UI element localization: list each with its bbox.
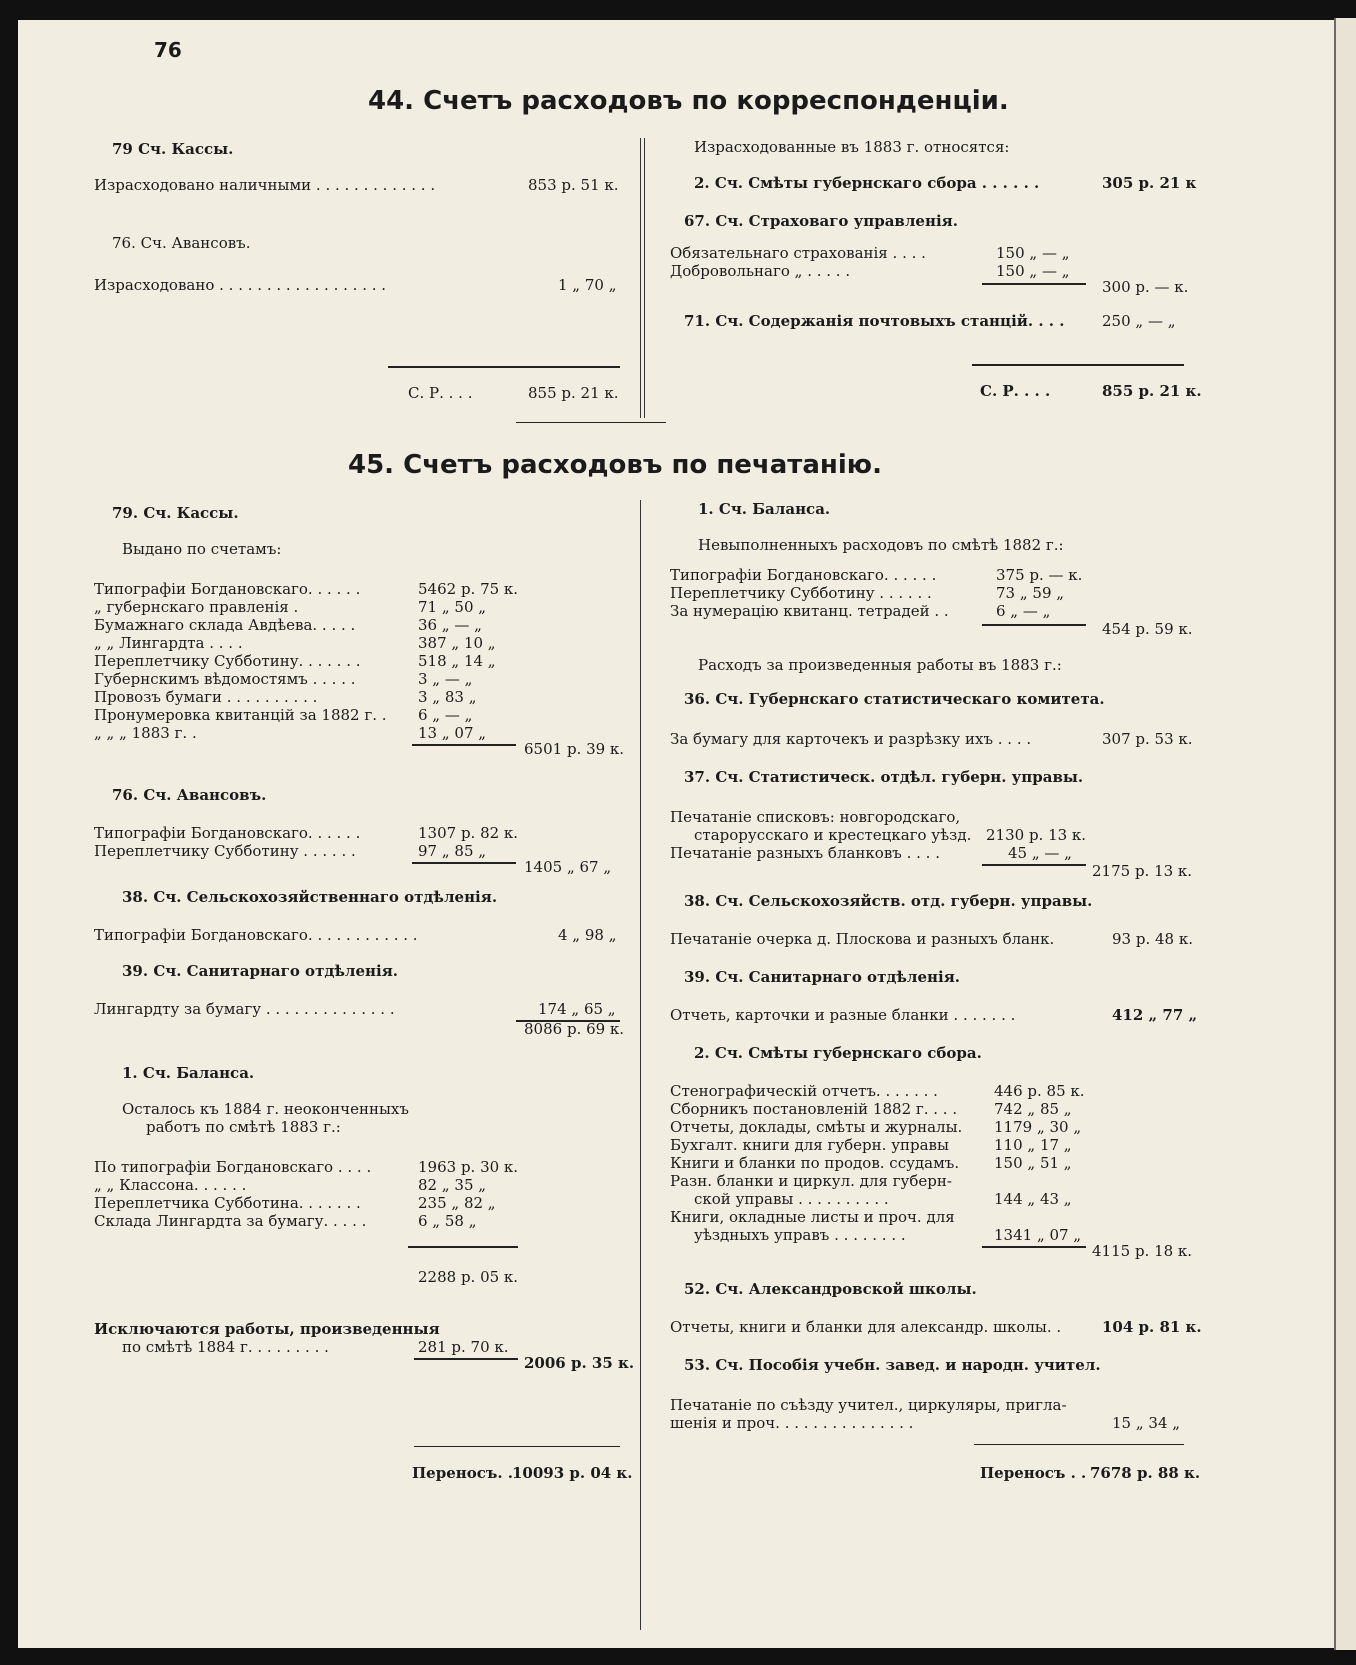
s45-right-works-subheading: Расходъ за произведенныя работы въ 1883 г.:: [698, 656, 1062, 674]
section-44-title: 44. Счетъ расходовъ по корреспонденціи.: [368, 86, 1009, 116]
s45-left-kassy-row-value: 387 „ 10 „: [418, 634, 496, 652]
s45-right-gub-sbor-row: Книги, окладные листы и проч. для: [670, 1208, 955, 1226]
s45-right-stat-committee-value: 307 р. 53 к.: [1102, 730, 1193, 748]
s45-right-stat-dept-row-2-value: 45 „ — „: [1008, 844, 1072, 862]
s44-left-heading-1: 79 Сч. Кассы.: [112, 140, 234, 158]
s45-left-kassy-total: 6501 р. 39 к.: [524, 740, 625, 758]
s45-left-excluded-1: Исключаются работы, произведенныя: [94, 1320, 440, 1338]
s45-right-gub-sbor-row: уѣздныхъ управъ . . . . . . . .: [694, 1226, 906, 1244]
s45-left-balance-row-value: 6 „ 58 „: [418, 1212, 477, 1230]
s45-right-agri-row: Печатаніе очерка д. Плоскова и разныхъ бланк.: [670, 930, 1055, 948]
s45-right-gub-sbor-heading: 2. Сч. Смѣты губернскаго сбора.: [694, 1044, 982, 1062]
page-edge: [1334, 18, 1356, 1650]
s45-right-gub-sbor-row: Стенографическій отчетъ. . . . . . .: [670, 1082, 938, 1100]
s45-left-kassy-row: Типографіи Богдановскаго. . . . . .: [94, 580, 361, 598]
s45-left-balance-row: „ „ Классона. . . . . .: [94, 1176, 247, 1194]
s45-right-stat-committee-row: За бумагу для карточекъ и разрѣзку ихъ . . . .: [670, 730, 1032, 748]
s45-right-teachers-heading: 53. Сч. Пособія учебн. завед. и народн. учител.: [684, 1356, 1101, 1374]
s45-left-balance-total: 2288 р. 05 к.: [418, 1268, 519, 1286]
s44-left-row-2: Израсходовано . . . . . . . . . . . . . . . . . .: [94, 276, 387, 294]
s45-right-carry-label: Переносъ . .: [980, 1464, 1087, 1482]
s45-left-excluded-total: 2006 р. 35 к.: [524, 1354, 635, 1372]
s45-left-kassy-row: Переплетчику Субботину. . . . . . .: [94, 652, 361, 670]
s45-right-gub-sbor-row: Книги и бланки по продов. ссудамъ.: [670, 1154, 960, 1172]
s45-right-balance-row: Переплетчику Субботину . . . . . .: [670, 584, 932, 602]
s45-right-carry-rule: [974, 1444, 1184, 1445]
s45-left-sanitary-heading: 39. Сч. Санитарнаго отдѣленія.: [122, 962, 399, 980]
s45-right-balance-rule: [982, 624, 1086, 626]
s45-right-stat-dept-row-1-value: 2130 р. 13 к.: [986, 826, 1087, 844]
s45-left-excluded-rule: [414, 1358, 518, 1360]
s45-right-school-row: Отчеты, книги и бланки для александр. школы. .: [670, 1318, 1062, 1336]
s45-right-teachers-row-2: шенія и проч. . . . . . . . . . . . . . .: [670, 1414, 914, 1432]
s44-right-row-2-total: 300 р. — к.: [1102, 278, 1189, 296]
s45-left-kassy-row-value: 36 „ — „: [418, 616, 482, 634]
s45-left-avansy-total: 1405 „ 67 „: [524, 858, 612, 876]
s44-right-subtotal-rule: [982, 283, 1086, 285]
s45-left-carry-value: 10093 р. 04 к.: [512, 1464, 633, 1482]
s45-left-kassy-row-value: 6 „ — „: [418, 706, 473, 724]
s45-left-kassy-row: „ „ „ 1883 г. .: [94, 724, 197, 742]
s44-right-row-1: 2. Сч. Смѣты губернскаго сбора . . . . . .: [694, 174, 1040, 192]
s45-right-balance-row-value: 73 „ 59 „: [996, 584, 1065, 602]
s45-right-gub-sbor-total: 4115 р. 18 к.: [1092, 1242, 1193, 1260]
s45-column-divider: [640, 500, 641, 1630]
s45-left-kassy-heading: 79. Сч. Кассы.: [112, 504, 239, 522]
s44-column-divider-2: [644, 138, 645, 418]
s45-left-balance-row-value: 235 „ 82 „: [418, 1194, 496, 1212]
s44-right-total-label: С. Р. . . .: [980, 382, 1051, 400]
s45-right-teachers-row-1: Печатаніе по съѣзду учител., циркуляры, пригла-: [670, 1396, 1067, 1414]
s44-left-row-1: Израсходовано наличными . . . . . . . . . . . . .: [94, 176, 436, 194]
s44-right-row-3-value: 250 „ — „: [1102, 312, 1176, 330]
s45-right-stat-dept-row-1a: Печатаніе списковъ: новгородскаго,: [670, 808, 961, 826]
s45-left-agri-row: Типографіи Богдановскаго. . . . . . . . . . . .: [94, 926, 418, 944]
s45-right-balance-row-value: 6 „ — „: [996, 602, 1051, 620]
s45-left-sanitary-row: Лингардту за бумагу . . . . . . . . . . . . . .: [94, 1000, 395, 1018]
s45-left-kassy-row: Губернскимъ вѣдомостямъ . . . . .: [94, 670, 356, 688]
document-page: [18, 20, 1334, 1648]
s45-left-carry-label: Переносъ. .: [412, 1464, 514, 1482]
s45-left-avansy-heading: 76. Сч. Авансовъ.: [112, 786, 267, 804]
s45-right-sanitary-value: 412 „ 77 „: [1112, 1006, 1198, 1024]
s44-right-intro: Израсходованные въ 1883 г. относятся:: [694, 138, 1010, 156]
s45-left-kassy-rule: [412, 744, 516, 746]
s44-right-heading-2: 67. Сч. Страховаго управленія.: [684, 212, 958, 230]
s45-left-kassy-row-value: 71 „ 50 „: [418, 598, 487, 616]
s45-left-excluded-value: 281 р. 70 к.: [418, 1338, 509, 1356]
s45-right-stat-dept-heading: 37. Сч. Статистическ. отдѣл. губерн. управы.: [684, 768, 1084, 786]
s45-right-stat-dept-row-1b: старорусскаго и крестецкаго уѣзд.: [694, 826, 972, 844]
s45-left-kassy-row-value: 3 „ 83 „: [418, 688, 477, 706]
s45-right-balance-row-value: 375 р. — к.: [996, 566, 1083, 584]
s44-left-total-rule: [388, 366, 620, 368]
s45-left-kassy-row-value: 13 „ 07 „: [418, 724, 487, 742]
s45-left-balance-rule: [408, 1246, 518, 1248]
s45-right-gub-sbor-row-value: 742 „ 85 „: [994, 1100, 1072, 1118]
s45-right-gub-sbor-row-value: 110 „ 17 „: [994, 1136, 1072, 1154]
s45-right-stat-dept-row-2: Печатаніе разныхъ бланковъ . . . .: [670, 844, 940, 862]
s45-right-gub-sbor-row-value: 144 „ 43 „: [994, 1190, 1072, 1208]
s45-right-carry-value: 7678 р. 88 к.: [1090, 1464, 1201, 1482]
s44-left-row-1-value: 853 р. 51 к.: [528, 176, 619, 194]
s45-left-avansy-row-value: 1307 р. 82 к.: [418, 824, 519, 842]
s45-right-balance-total: 454 р. 59 к.: [1102, 620, 1193, 638]
s44-right-row-1-value: 305 р. 21 к: [1102, 174, 1197, 192]
s45-right-gub-sbor-row: Сборникъ постановленій 1882 г. . . .: [670, 1100, 958, 1118]
s45-left-kassy-row: Провозъ бумаги . . . . . . . . . .: [94, 688, 318, 706]
s45-left-kassy-row: Пронумеровка квитанцій за 1882 г. .: [94, 706, 387, 724]
s45-right-gub-sbor-row: ской управы . . . . . . . . . .: [694, 1190, 889, 1208]
s44-right-row-2b: Добровольнаго „ . . . . .: [670, 262, 851, 280]
s44-column-divider: [640, 138, 641, 418]
s45-left-avansy-row: Типографіи Богдановскаго. . . . . .: [94, 824, 361, 842]
s45-right-gub-sbor-row: Бухгалт. книги для губерн. управы: [670, 1136, 949, 1154]
s45-left-balance-row-value: 1963 р. 30 к.: [418, 1158, 519, 1176]
s45-right-sanitary-row: Отчеть, карточки и разные бланки . . . . . . .: [670, 1006, 1016, 1024]
s45-right-gub-sbor-row-value: 446 р. 85 к.: [994, 1082, 1085, 1100]
s45-left-balance-sub-1: Осталось къ 1884 г. неоконченныхъ: [122, 1100, 409, 1118]
s44-right-total-value: 855 р. 21 к.: [1102, 382, 1202, 400]
s45-right-teachers-value: 15 „ 34 „: [1112, 1414, 1181, 1432]
s45-left-kassy-row-value: 518 „ 14 „: [418, 652, 496, 670]
s45-right-stat-dept-rule: [982, 864, 1086, 866]
s45-right-gub-sbor-row: Разн. бланки и циркул. для губерн-: [670, 1172, 952, 1190]
s45-left-agri-row-value: 4 „ 98 „: [558, 926, 617, 944]
s44-left-row-2-value: 1 „ 70 „: [558, 276, 617, 294]
s44-left-heading-2: 76. Сч. Авансовъ.: [112, 234, 251, 252]
s44-right-row-2a: Обязательнаго страхованія . . . .: [670, 244, 926, 262]
s45-left-kassy-row: Бумажнаго склада Авдѣева. . . . .: [94, 616, 356, 634]
s45-right-sanitary-heading: 39. Сч. Санитарнаго отдѣленія.: [684, 968, 961, 986]
s45-right-gub-sbor-row-value: 1179 „ 30 „: [994, 1118, 1082, 1136]
s45-left-kassy-subheading: Выдано по счетамъ:: [122, 540, 282, 558]
s45-left-carry-rule: [414, 1446, 620, 1447]
s45-right-agri-heading: 38. Сч. Сельскохозяйств. отд. губерн. управы.: [684, 892, 1093, 910]
s45-right-balance-row: За нумерацію квитанц. тетрадей . .: [670, 602, 949, 620]
s45-right-balance-row: Типографіи Богдановскаго. . . . . .: [670, 566, 937, 584]
s45-left-kassy-row-value: 3 „ — „: [418, 670, 473, 688]
section-45-title: 45. Счетъ расходовъ по печатанію.: [348, 450, 882, 480]
s45-right-gub-sbor-row: Отчеты, доклады, смѣты и журналы.: [670, 1118, 963, 1136]
s45-right-agri-value: 93 р. 48 к.: [1112, 930, 1193, 948]
s45-left-balance-row: Склада Лингардта за бумагу. . . . .: [94, 1212, 367, 1230]
s45-right-stat-committee-heading: 36. Сч. Губернскаго статистическаго комитета.: [684, 690, 1105, 708]
s45-left-balance-row-value: 82 „ 35 „: [418, 1176, 487, 1194]
s45-right-school-heading: 52. Сч. Александровской школы.: [684, 1280, 977, 1298]
s45-left-balance-row: По типографіи Богдановскаго . . . .: [94, 1158, 372, 1176]
s44-left-total-label: С. Р. . . .: [408, 384, 473, 402]
s45-left-balance-heading: 1. Сч. Баланса.: [122, 1064, 255, 1082]
s44-right-row-3: 71. Сч. Содержанія почтовыхъ станцій. . . .: [684, 312, 1065, 330]
s45-right-school-value: 104 р. 81 к.: [1102, 1318, 1202, 1336]
s45-left-excluded-2: по смѣтѣ 1884 г. . . . . . . . .: [122, 1338, 329, 1356]
s45-left-avansy-row: Переплетчику Субботину . . . . . .: [94, 842, 356, 860]
s44-right-total-rule: [972, 364, 1184, 366]
s45-right-gub-sbor-rule: [982, 1246, 1086, 1248]
s45-left-sanitary-row-value: 174 „ 65 „: [538, 1000, 616, 1018]
s45-right-gub-sbor-row-value: 150 „ 51 „: [994, 1154, 1072, 1172]
s45-left-avansy-row-value: 97 „ 85 „: [418, 842, 487, 860]
page-number: 76: [154, 38, 182, 62]
s44-right-row-2a-value: 150 „ — „: [996, 244, 1070, 262]
s45-right-balance-heading: 1. Сч. Баланса.: [698, 500, 831, 518]
s45-left-avansy-rule: [412, 862, 516, 864]
s45-right-stat-dept-total: 2175 р. 13 к.: [1092, 862, 1193, 880]
s45-left-sum: 8086 р. 69 к.: [524, 1020, 625, 1038]
s45-left-agri-heading: 38. Сч. Сельскохозяйственнаго отдѣленія.: [122, 888, 498, 906]
s44-left-total-value: 855 р. 21 к.: [528, 384, 619, 402]
s44-right-row-2b-value: 150 „ — „: [996, 262, 1070, 280]
s45-left-balance-sub-2: работъ по смѣтѣ 1883 г.:: [146, 1118, 341, 1136]
s45-left-kassy-row: „ „ Лингардта . . . .: [94, 634, 243, 652]
s45-left-kassy-row: „ губернскаго правленія .: [94, 598, 299, 616]
s45-right-gub-sbor-row-value: 1341 „ 07 „: [994, 1226, 1082, 1244]
s45-left-kassy-row-value: 5462 р. 75 к.: [418, 580, 519, 598]
s45-right-balance-subheading: Невыполненныхъ расходовъ по смѣтѣ 1882 г.:: [698, 536, 1064, 554]
section-separator: [516, 422, 666, 423]
s45-left-balance-row: Переплетчика Субботина. . . . . . .: [94, 1194, 361, 1212]
